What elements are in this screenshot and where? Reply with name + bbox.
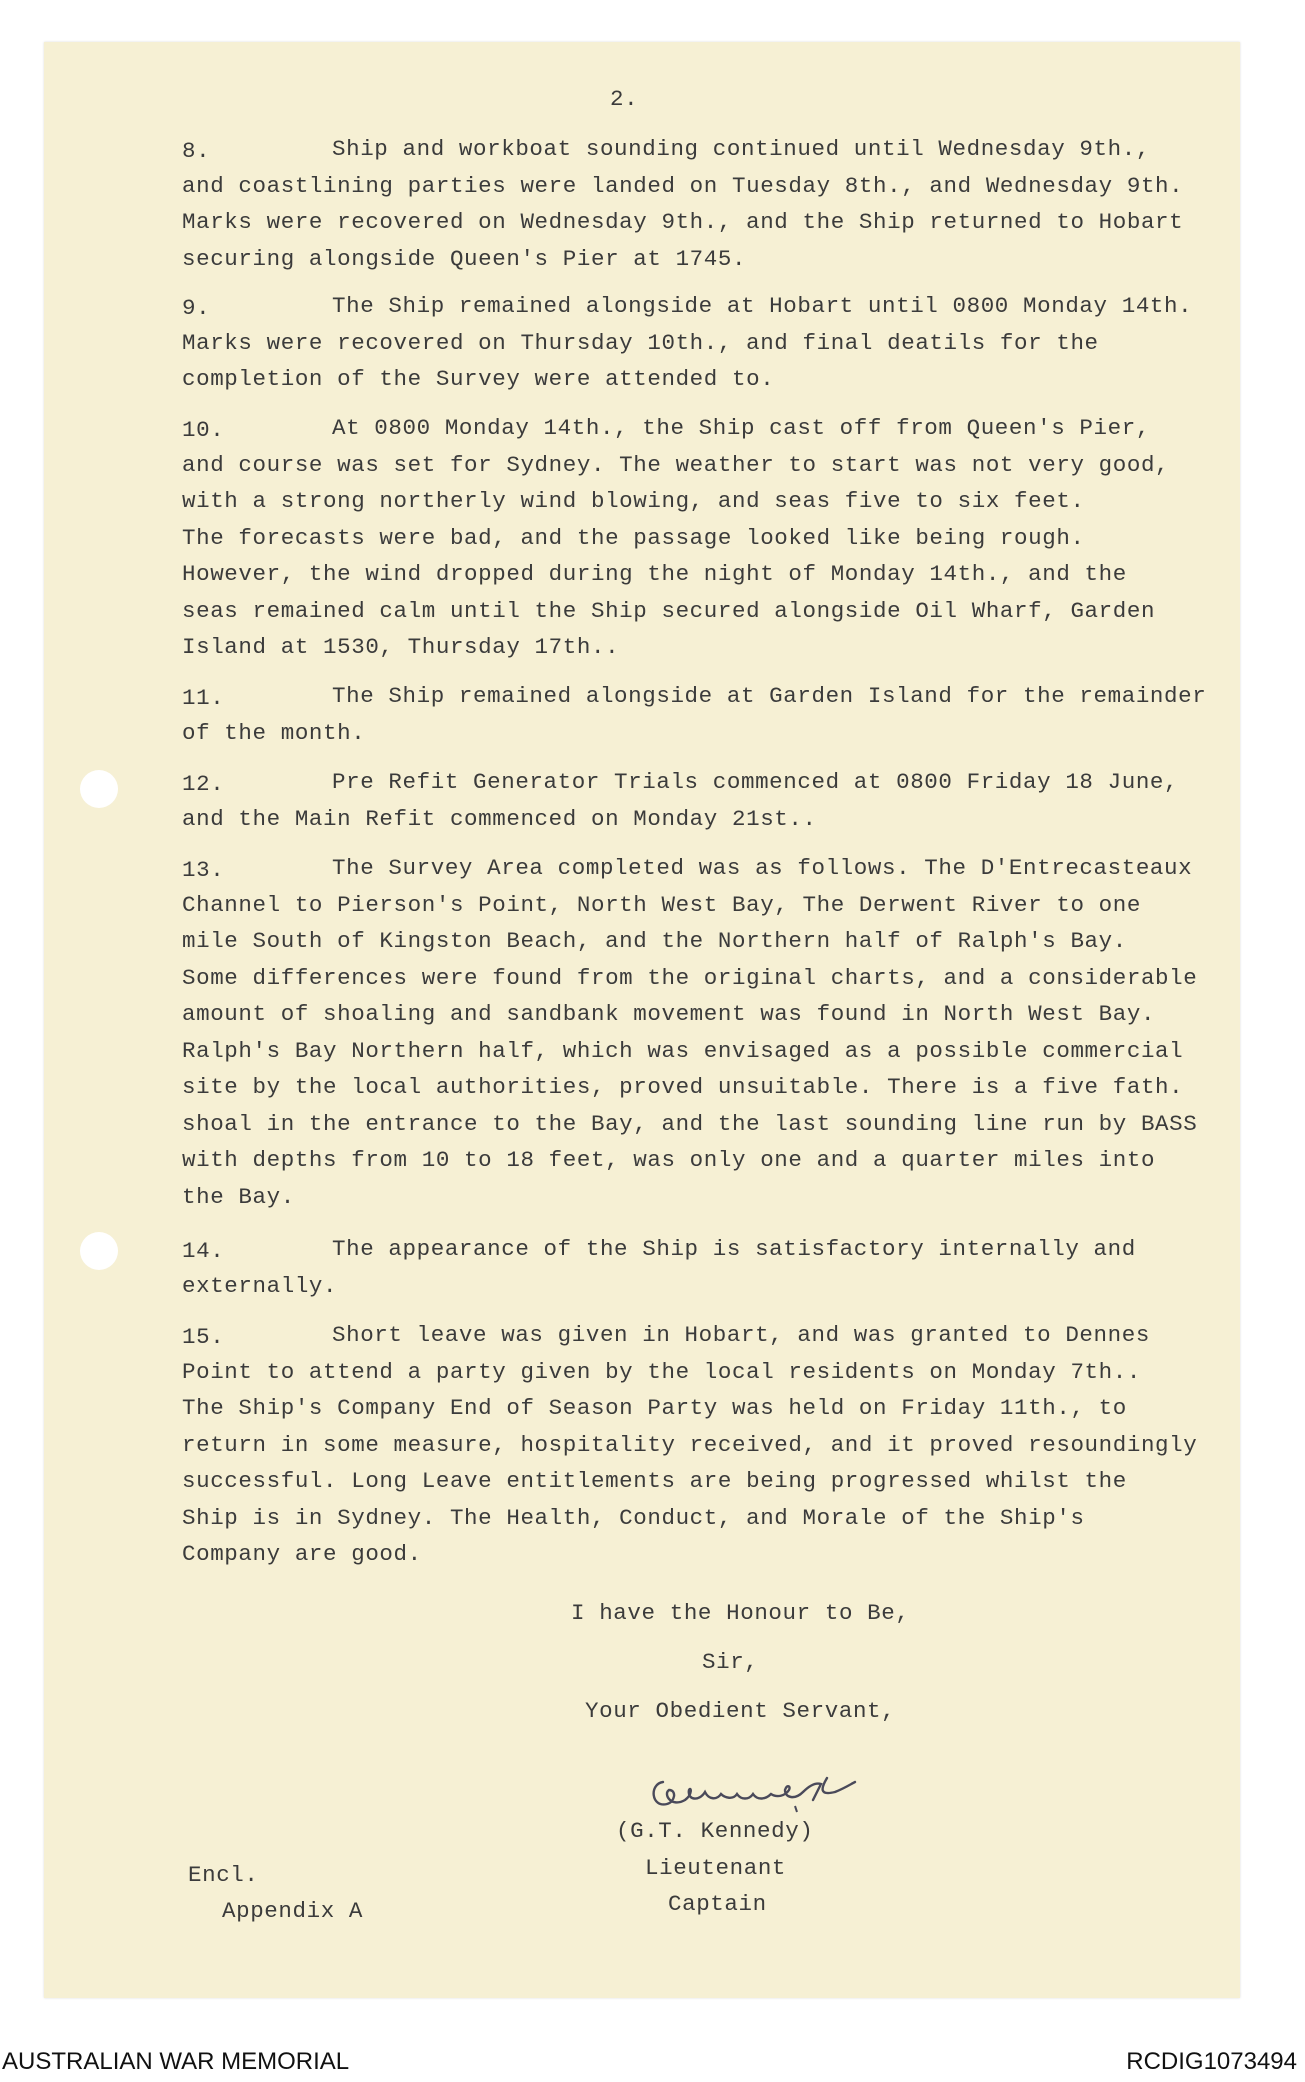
- paragraph-line: securing alongside Queen's Pier at 1745.: [182, 245, 747, 272]
- enclosure-item: Appendix A: [222, 1898, 364, 1924]
- paragraph: [182, 764, 1242, 837]
- paragraph: [182, 1317, 1242, 1573]
- paragraph-line: return in some measure, hospitality received, and it proved resoundingly: [182, 1431, 1198, 1458]
- paragraph-line: Channel to Pierson's Point, North West Bay, The Derwent River to one: [182, 891, 1141, 918]
- closing-line-sir: Sir,: [702, 1649, 759, 1675]
- paragraph-number: 10.: [182, 417, 225, 443]
- paragraph: [182, 131, 1242, 277]
- paragraph-number: 14.: [182, 1238, 225, 1264]
- paragraph-number: 11.: [182, 685, 225, 711]
- paragraph-line: The Ship remained alongside at Garden Island for the remainder: [332, 683, 1207, 709]
- paragraph: [182, 1231, 1242, 1304]
- paragraph-line: with depths from 10 to 18 feet, was only one and a quarter miles into: [182, 1147, 1156, 1173]
- footer-record-id: RCDIG1073494: [1126, 2048, 1297, 2075]
- paragraph-line: externally.: [182, 1272, 338, 1299]
- paragraph-line: Company are good.: [182, 1541, 422, 1567]
- paragraph-line: successful. Long Leave entitlements are being progressed whilst the: [182, 1468, 1127, 1494]
- paragraph-number: 15.: [182, 1324, 225, 1350]
- paragraph-number: 8.: [182, 138, 211, 164]
- closing-line-honour: I have the Honour to Be,: [571, 1600, 910, 1626]
- paragraph-line: and coastlining parties were landed on Tuesday 8th., and Wednesday 9th.: [182, 172, 1184, 199]
- paragraph-line: The Survey Area completed was as follows. The D'Entrecasteaux: [332, 855, 1193, 881]
- paragraph-line: site by the local authorities, proved unsuitable. There is a five fath.: [182, 1074, 1184, 1100]
- paragraph-line: with a strong northerly wind blowing, and seas five to six feet.: [182, 488, 1085, 514]
- paragraph-line: Ship is in Sydney. The Health, Conduct, and Morale of the Ship's: [182, 1504, 1085, 1531]
- paragraph-line: the Bay.: [182, 1183, 295, 1210]
- paragraph-line: The Ship remained alongside at Hobart until 0800 Monday 14th.: [332, 293, 1193, 319]
- paragraph-line: seas remained calm until the Ship secured alongside Oil Wharf, Garden: [182, 597, 1156, 624]
- paragraph-number: 13.: [182, 857, 225, 883]
- paragraph-line: The Ship's Company End of Season Party was held on Friday 11th., to: [182, 1395, 1127, 1421]
- paragraph-line: completion of the Survey were attended to.: [182, 366, 775, 392]
- paragraph-line: and course was set for Sydney. The weather to start was not very good,: [182, 451, 1170, 478]
- paragraph-line: of the month.: [182, 719, 366, 746]
- paragraph-line: Some differences were found from the original charts, and a considerable: [182, 964, 1198, 991]
- paragraph: [182, 410, 1242, 666]
- paragraph-line: shoal in the entrance to the Bay, and the last sounding line run by BASS: [182, 1110, 1198, 1137]
- paragraph: [182, 288, 1242, 398]
- signatory-rank: Lieutenant: [645, 1855, 787, 1881]
- paragraph-line: Ship and workboat sounding continued until Wednesday 9th.,: [332, 136, 1150, 162]
- footer-archive-name: AUSTRALIAN WAR MEMORIAL: [2, 2048, 350, 2075]
- paragraph-line: Point to attend a party given by the local residents on Monday 7th..: [182, 1358, 1141, 1385]
- paragraph-line: and the Main Refit commenced on Monday 21st..: [182, 805, 817, 832]
- signature: [645, 1760, 860, 1820]
- paragraph-line: Short leave was given in Hobart, and was granted to Dennes: [332, 1322, 1150, 1348]
- signatory-name: (G.T. Kennedy): [616, 1818, 814, 1844]
- paragraph-line: The forecasts were bad, and the passage looked like being rough.: [182, 524, 1085, 551]
- paragraph-number: 9.: [182, 295, 211, 321]
- paragraph: [182, 678, 1242, 751]
- paragraph-line: amount of shoaling and sandbank movement was found in North West Bay.: [182, 1001, 1156, 1027]
- paragraph-line: At 0800 Monday 14th., the Ship cast off from Queen's Pier,: [332, 415, 1150, 441]
- paragraph-line: Ralph's Bay Northern half, which was envisaged as a possible commercial: [182, 1037, 1184, 1064]
- paragraph-line: However, the wind dropped during the night of Monday 14th., and the: [182, 561, 1127, 587]
- punch-hole: [80, 1232, 118, 1270]
- paragraph-line: Island at 1530, Thursday 17th..: [182, 634, 620, 660]
- paragraph-line: Pre Refit Generator Trials commenced at 0800 Friday 18 June,: [332, 769, 1179, 795]
- enclosure-label: Encl.: [188, 1862, 259, 1888]
- paragraph-line: The appearance of the Ship is satisfactory internally and: [332, 1236, 1136, 1262]
- paragraph: [182, 850, 1242, 1215]
- paragraph-number: 12.: [182, 771, 225, 797]
- paragraph-line: mile South of Kingston Beach, and the Northern half of Ralph's Bay.: [182, 928, 1127, 954]
- signatory-role: Captain: [668, 1891, 767, 1917]
- punch-hole: [80, 770, 118, 808]
- closing-line-servant: Your Obedient Servant,: [585, 1698, 896, 1724]
- paragraph-line: Marks were recovered on Thursday 10th., and final deatils for the: [182, 329, 1099, 356]
- paragraph-line: Marks were recovered on Wednesday 9th., and the Ship returned to Hobart: [182, 209, 1184, 235]
- page-number: 2.: [610, 86, 639, 112]
